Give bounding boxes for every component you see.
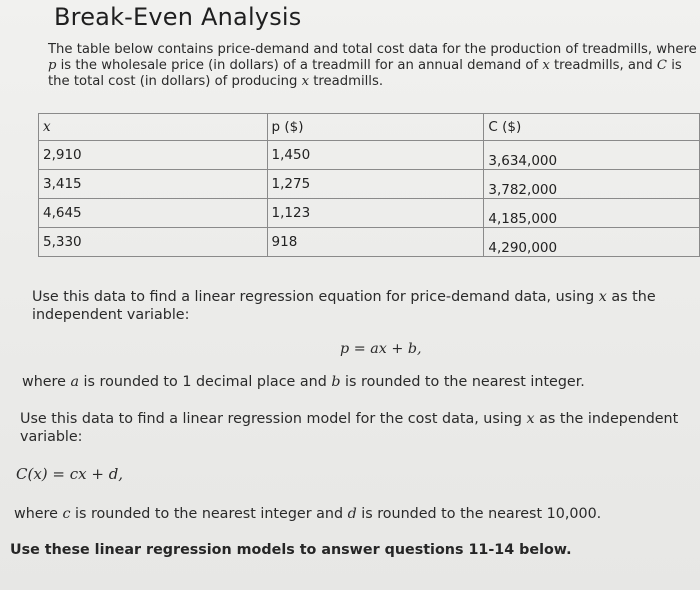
table-header-row	[39, 114, 700, 141]
note-text: is rounded to the nearest integer and	[70, 506, 348, 522]
intro-text: is the wholesale price (in dollars) of a treadmill for an annual demand of	[56, 58, 543, 73]
note-text: where	[14, 506, 63, 522]
var-p: p	[48, 58, 57, 73]
page-title: Break-Even Analysis	[54, 3, 302, 31]
header-x: x	[39, 114, 268, 141]
cell-p: 1,450	[267, 141, 484, 170]
var-x: x	[526, 411, 535, 427]
data-table	[38, 113, 700, 257]
instruction-text: Use this data to find a linear regression model for the cost data, using	[20, 411, 527, 427]
var-c: c	[62, 506, 71, 522]
intro-text: is the total cost (in dollars) of producing	[48, 58, 682, 89]
cell-c: 3,782,000	[484, 170, 700, 199]
instruction-text: as the independent variable:	[20, 411, 679, 445]
cell-c: 4,290,000	[484, 228, 700, 257]
cell-p: 1,123	[267, 199, 484, 228]
cell-x: 4,645	[39, 199, 268, 228]
note-text: is rounded to 1 decimal place and	[79, 374, 332, 390]
var-x: x	[301, 74, 310, 89]
price-demand-equation: p = ax + b,	[340, 341, 422, 357]
cell-c: 3,634,000	[484, 141, 700, 170]
note-text: is rounded to the nearest 10,000.	[356, 506, 602, 522]
var-d: d	[347, 506, 357, 522]
final-instruction: Use these linear regression models to answer questions 11-14 below.	[10, 542, 572, 558]
cell-c: 4,185,000	[484, 199, 700, 228]
header-p: p ($)	[267, 114, 484, 141]
instruction-text: Use this data to find a linear regression equation for price-demand data, using	[32, 289, 599, 305]
var-x: x	[598, 289, 607, 305]
table-row	[39, 228, 700, 257]
rounding-note-cost	[14, 505, 684, 523]
intro-text: treadmills.	[309, 74, 384, 89]
table-row	[39, 199, 700, 228]
table-row	[39, 170, 700, 199]
cell-x: 5,330	[39, 228, 268, 257]
header-c: C ($)	[484, 114, 700, 141]
var-b: b	[331, 374, 341, 390]
intro-paragraph	[48, 42, 698, 90]
note-text: where	[22, 374, 71, 390]
cell-x: 2,910	[39, 141, 268, 170]
cell-x: 3,415	[39, 170, 268, 199]
var-C: C	[656, 58, 668, 73]
instruction-price-demand	[32, 288, 672, 324]
table-row	[39, 141, 700, 170]
instruction-cost	[20, 410, 690, 446]
rounding-note-price	[22, 373, 682, 391]
var-x: x	[542, 58, 550, 73]
note-text: is rounded to the nearest integer.	[340, 374, 585, 390]
intro-text: treadmills, and	[549, 58, 657, 73]
instruction-text: as the independent variable:	[32, 289, 656, 323]
cost-equation: C(x) = cx + d,	[16, 465, 124, 483]
cell-p: 1,275	[267, 170, 484, 199]
var-a: a	[70, 374, 79, 390]
cell-p: 918	[267, 228, 484, 257]
intro-text: The table below contains price-demand and total cost data for the production of treadmills, where	[48, 42, 697, 57]
